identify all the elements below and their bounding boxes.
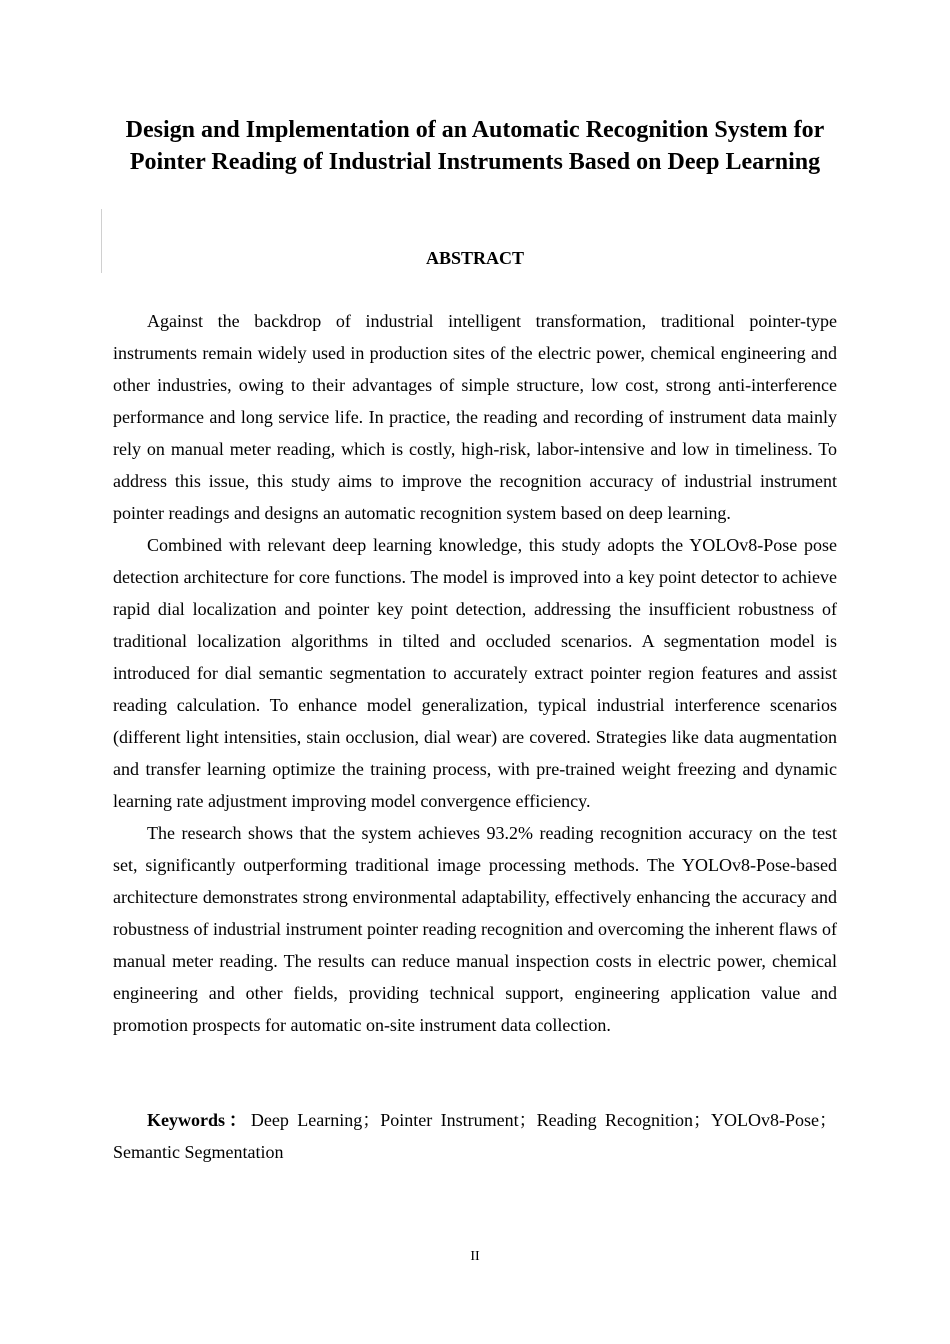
- keywords-line: [113, 1104, 837, 1168]
- document-title: Design and Implementation of an Automatic Recognition System for Pointer Reading of Industrial Instruments Based on Deep Learning: [125, 117, 825, 175]
- page-number: II: [470, 1249, 480, 1264]
- abstract-paragraph-2: Combined with relevant deep learning knowledge, this study adopts the YOLOv8-Pose pose detection architecture for core functions. The model is improved into a key point detector to achieve rapid dial localization and pointer key point detection, addressing the insufficient robustness of traditional localization algorithms in tilted and occluded scenarios. A segmentation model is introduced for dial semantic segmentation to accurately extract pointer region features and assist reading calculation. To enhance model generalization, typical industrial interference scenarios (different light intensities, stain occlusion, dial wear) are covered. Strategies like data augmentation and transfer learning optimize the training process, with pre-trained weight freezing and dynamic learning rate adjustment improving model convergence efficiency.: [113, 535, 837, 811]
- abstract-paragraph-3: The research shows that the system achieves 93.2% reading recognition accuracy on the test set, significantly outperforming traditional image processing methods. The YOLOv8-Pose-based architecture demonstrates strong environmental adaptability, effectively enhancing the accuracy and robustness of industrial instrument pointer reading recognition and overcoming the inherent flaws of manual meter reading. The results can reduce manual inspection costs in electric power, chemical engineering and other fields, providing technical support, engineering application value and promotion prospects for automatic on-site instrument data collection.: [113, 823, 837, 1035]
- abstract-paragraph-1: Against the backdrop of industrial intelligent transformation, traditional pointer-type instruments remain widely used in production sites of the electric power, chemical engineering and other industries, owing to their advantages of simple structure, low cost, strong anti-interference performance and long service life. In practice, the reading and recording of instrument data mainly rely on manual meter reading, which is costly, high-risk, labor-intensive and low in timeliness. To address this issue, this study aims to improve the recognition accuracy of industrial instrument pointer readings and designs an automatic recognition system based on deep learning.: [113, 311, 837, 523]
- keywords-label: Keywords：: [147, 1110, 251, 1130]
- keywords-list: Deep Learning；Pointer Instrument；Reading Recognition；YOLOv8-Pose；Semantic Segmentation: [113, 1110, 837, 1162]
- abstract-heading: ABSTRACT: [425, 248, 525, 268]
- abstract-body: [113, 305, 837, 1041]
